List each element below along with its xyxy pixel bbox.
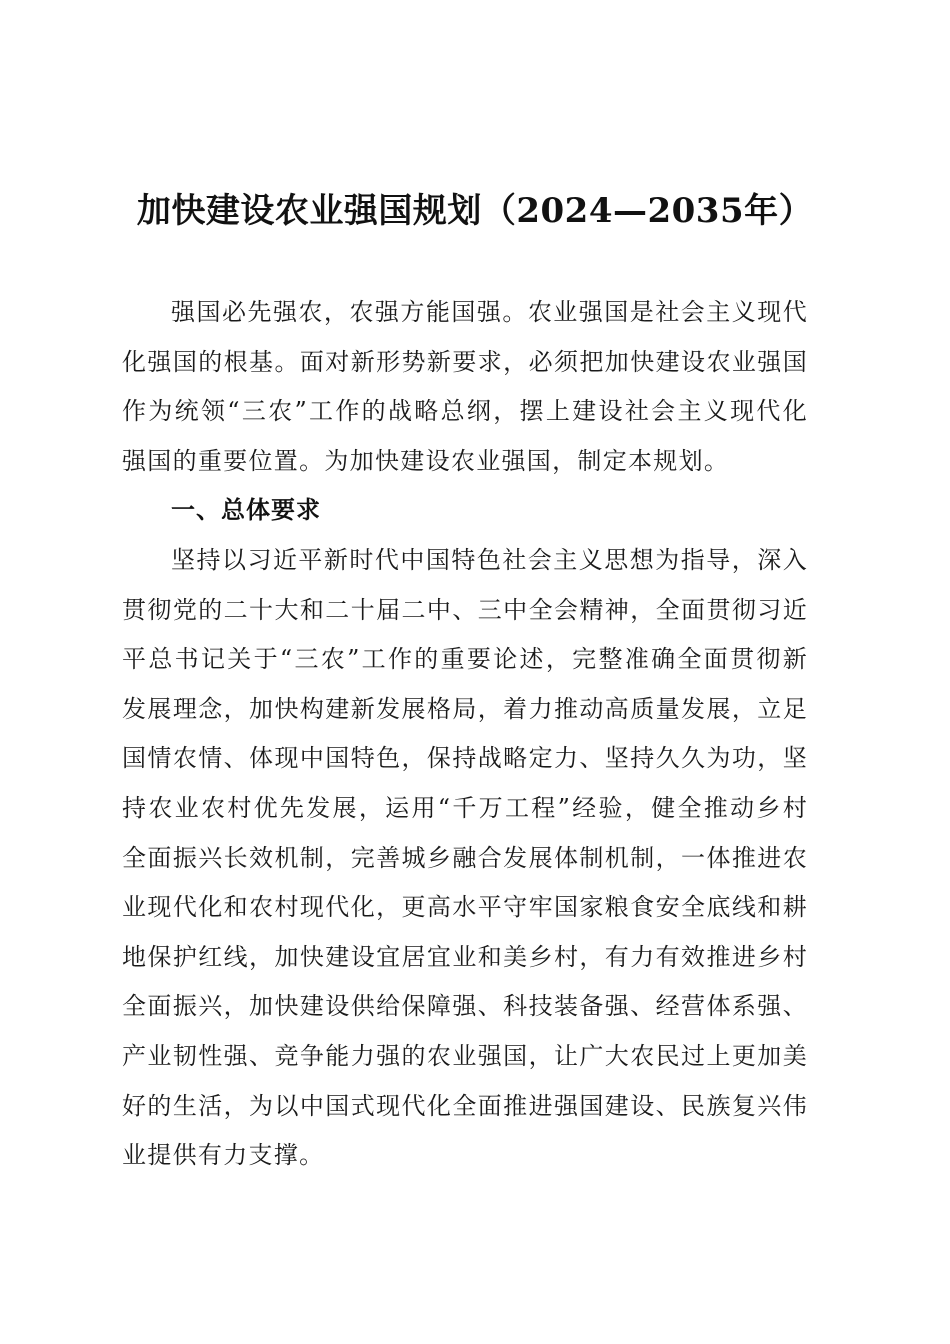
paragraph-line: 国情农情、体现中国特色，保持战略定力、坚持久久为功，坚 xyxy=(122,744,808,773)
paragraph-line: 化强国的根基。面对新形势新要求，必须把加快建设农业强国 xyxy=(122,347,808,376)
document-title: 加快建设农业强国规划（2024—2035年） xyxy=(136,191,814,231)
paragraph-general-requirements xyxy=(122,536,808,1181)
paragraph-line: 全面振兴长效机制，完善城乡融合发展体制机制，一体推进农 xyxy=(122,843,808,872)
paragraph-line: 持农业农村优先发展，运用“千万工程”经验，健全推动乡村 xyxy=(122,793,808,822)
paragraph-line: 产业韧性强、竞争能力强的农业强国，让广大农民过上更加美 xyxy=(122,1041,808,1070)
paragraph-line: 作为统领“三农”工作的战略总纲，摆上建设社会主义现代化 xyxy=(122,397,808,426)
paragraph-line: 全面振兴，加快建设供给保障强、科技装备强、经营体系强、 xyxy=(122,992,808,1021)
paragraph-line: 强国必先强农，农强方能国强。农业强国是社会主义现代 xyxy=(171,298,808,326)
paragraph-line: 发展理念，加快构建新发展格局，着力推动高质量发展，立足 xyxy=(122,694,808,723)
paragraph-line: 强国的重要位置。为加快建设农业强国，制定本规划。 xyxy=(122,446,730,475)
paragraph-line: 贯彻党的二十大和二十届二中、三中全会精神，全面贯彻习近 xyxy=(122,595,808,624)
document-body xyxy=(122,288,808,1181)
section-heading: 一、总体要求 xyxy=(171,496,321,525)
paragraph-line: 业现代化和农村现代化，更高水平守牢国家粮食安全底线和耕 xyxy=(122,893,808,922)
paragraph-intro xyxy=(122,288,808,486)
paragraph-line: 平总书记关于“三农”工作的重要论述，完整准确全面贯彻新 xyxy=(122,645,808,674)
paragraph-line: 业提供有力支撑。 xyxy=(122,1141,325,1170)
paragraph-line: 坚持以习近平新时代中国特色社会主义思想为指导，深入 xyxy=(171,545,808,574)
paragraph-line: 好的生活，为以中国式现代化全面推进强国建设、民族复兴伟 xyxy=(122,1091,808,1120)
paragraph-line: 地保护红线，加快建设宜居宜业和美乡村，有力有效推进乡村 xyxy=(122,942,808,971)
